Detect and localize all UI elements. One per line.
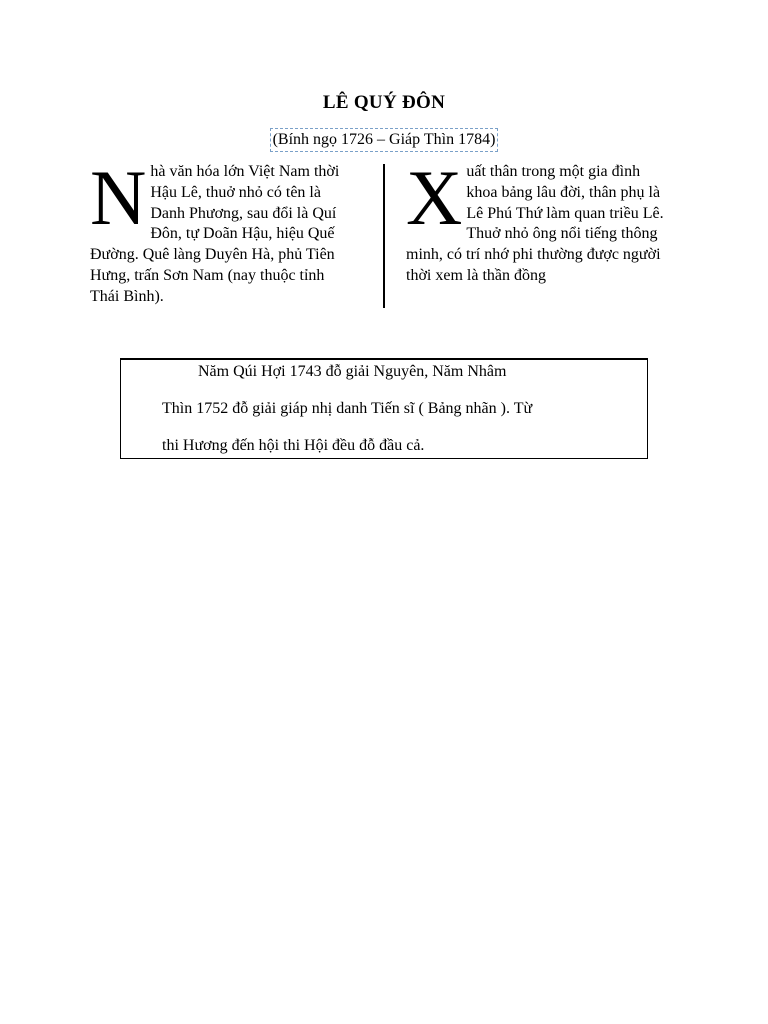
text-box[interactable] [120,358,648,459]
text-box-line-2: Thìn 1752 đỗ giải giáp nhị danh Tiến sĩ ( Bảng nhãn ). Từ [162,400,533,417]
right-column-text: uất thân trong một gia đình khoa bảng lâu đời, thân phụ là Lê Phú Thứ làm quan triều Lê. Thuở nhỏ ông nổi tiếng thông minh, có trí nhớ phi thường được người thời xem là thần đồng [406,163,664,284]
right-dropcap: X [406,154,463,241]
document-title: LÊ QUÝ ĐÔN [322,92,446,113]
text-box-line-1: Năm Qúi Hợi 1743 đỗ giải Nguyên, Năm Nhâm [198,363,507,380]
column-divider [383,164,385,308]
document-subtitle[interactable]: (Bính ngọ 1726 – Giáp Thìn 1784) [270,128,499,152]
text-box-line-3: thi Hương đến hội thi Hội đều đỗ đầu cả. [162,437,425,454]
left-column-text: hà văn hóa lớn Việt Nam thời Hậu Lê, thuở nhỏ có tên là Danh Phương, sau đổi là Quí Đôn, tự Doãn Hậu, hiệu Quế Đường. Quê làng Duyên Hà, phủ Tiên Hưng, trấn Sơn Nam (nay thuộc tỉnh Thái Bình). [90,163,340,305]
right-column [406,154,674,287]
subtitle-container [0,128,768,152]
left-dropcap: N [90,154,147,241]
left-column [90,154,352,308]
